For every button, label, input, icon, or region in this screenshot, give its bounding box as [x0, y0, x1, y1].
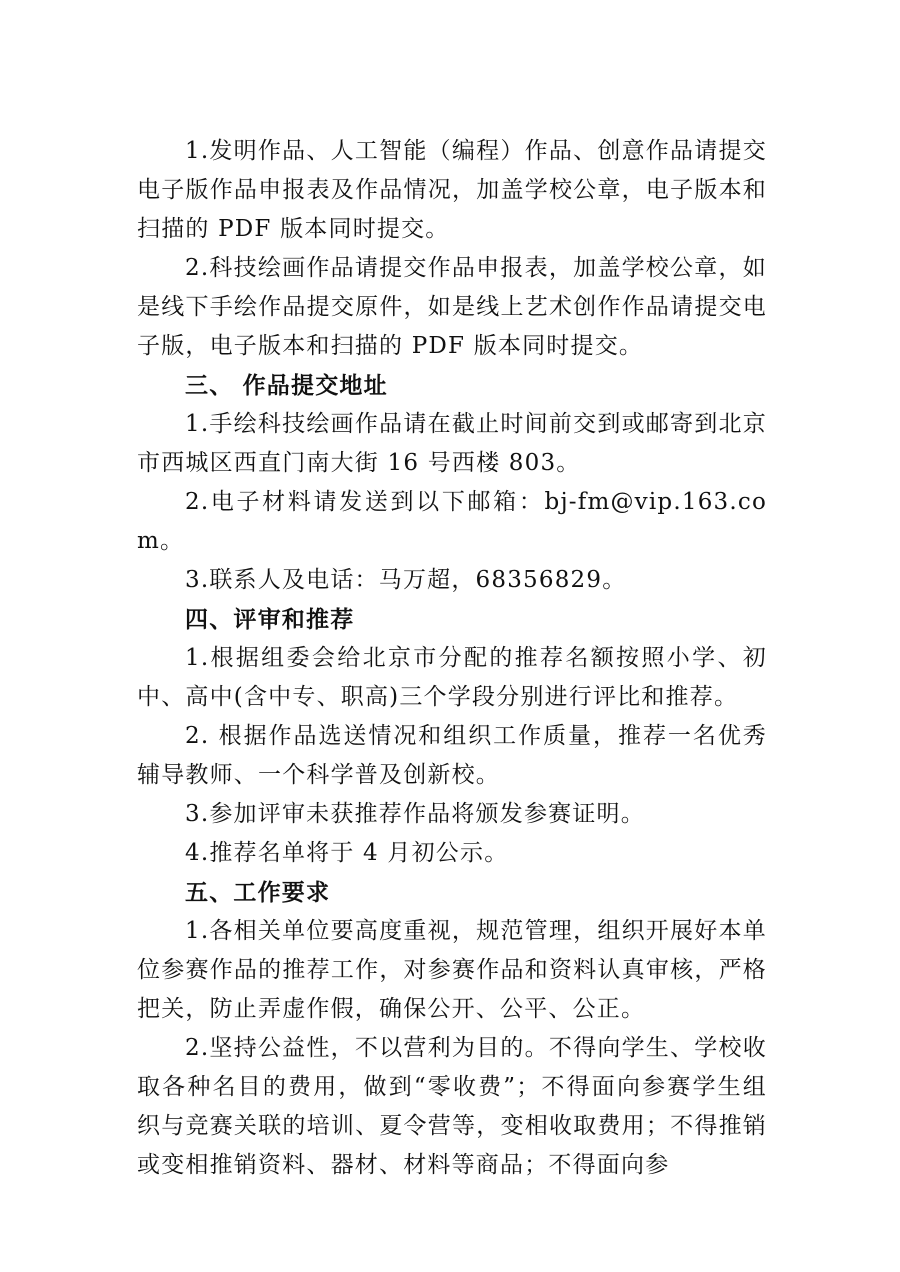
paragraph-contact: 3.联系人及电话：马万超，68356829。: [185, 567, 627, 593]
section-heading-requirements: 五、工作要求: [185, 879, 331, 906]
paragraph-review-certificate: 3.参加评审未获推荐作品将颁发参赛证明。: [185, 801, 645, 827]
paragraph-requirement-nonprofit: 2.坚持公益性，不以营利为目的。不得向学生、学校收取各种名目的费用，做到“零收费”；不得面向参赛学生组织与竞赛关联的培训、夏令营等，变相收取费用；不得推销或变相推销资料、器材、材料等商品；不得面向参: [137, 1035, 767, 1178]
paragraph-email: 2.电子材料请发送到以下邮箱：bj-fm@vip.163.com。: [137, 489, 767, 554]
document-body: [137, 132, 767, 1185]
paragraph-review-teacher: 2. 根据作品选送情况和组织工作质量，推荐一名优秀辅导教师、一个科学普及创新校。: [137, 723, 767, 788]
paragraph-requirement-management: 1.各相关单位要高度重视，规范管理，组织开展好本单位参赛作品的推荐工作，对参赛作品和资料认真审核，严格把关，防止弄虚作假，确保公开、公平、公正。: [137, 918, 767, 1022]
paragraph-submit-digital: 1.发明作品、人工智能（编程）作品、创意作品请提交电子版作品申报表及作品情况，加盖学校公章，电子版本和扫描的 PDF 版本同时提交。: [137, 138, 767, 242]
paragraph-review-publicity: 4.推荐名单将于 4 月初公示。: [185, 840, 509, 866]
section-heading-review: 四、评审和推荐: [185, 606, 355, 633]
paragraph-review-quota: 1.根据组委会给北京市分配的推荐名额按照小学、初中、高中(含中专、职高)三个学段分别进行评比和推荐。: [137, 645, 767, 710]
paragraph-submit-drawing: 2.科技绘画作品请提交作品申报表，加盖学校公章，如是线下手绘作品提交原件，如是线上艺术创作作品请提交电子版，电子版本和扫描的 PDF 版本同时提交。: [137, 255, 767, 359]
section-heading-submission-address: 三、 作品提交地址: [185, 372, 388, 399]
paragraph-mail-address: 1.手绘科技绘画作品请在截止时间前交到或邮寄到北京市西城区西直门南大街 16 号西楼 803。: [137, 411, 767, 476]
